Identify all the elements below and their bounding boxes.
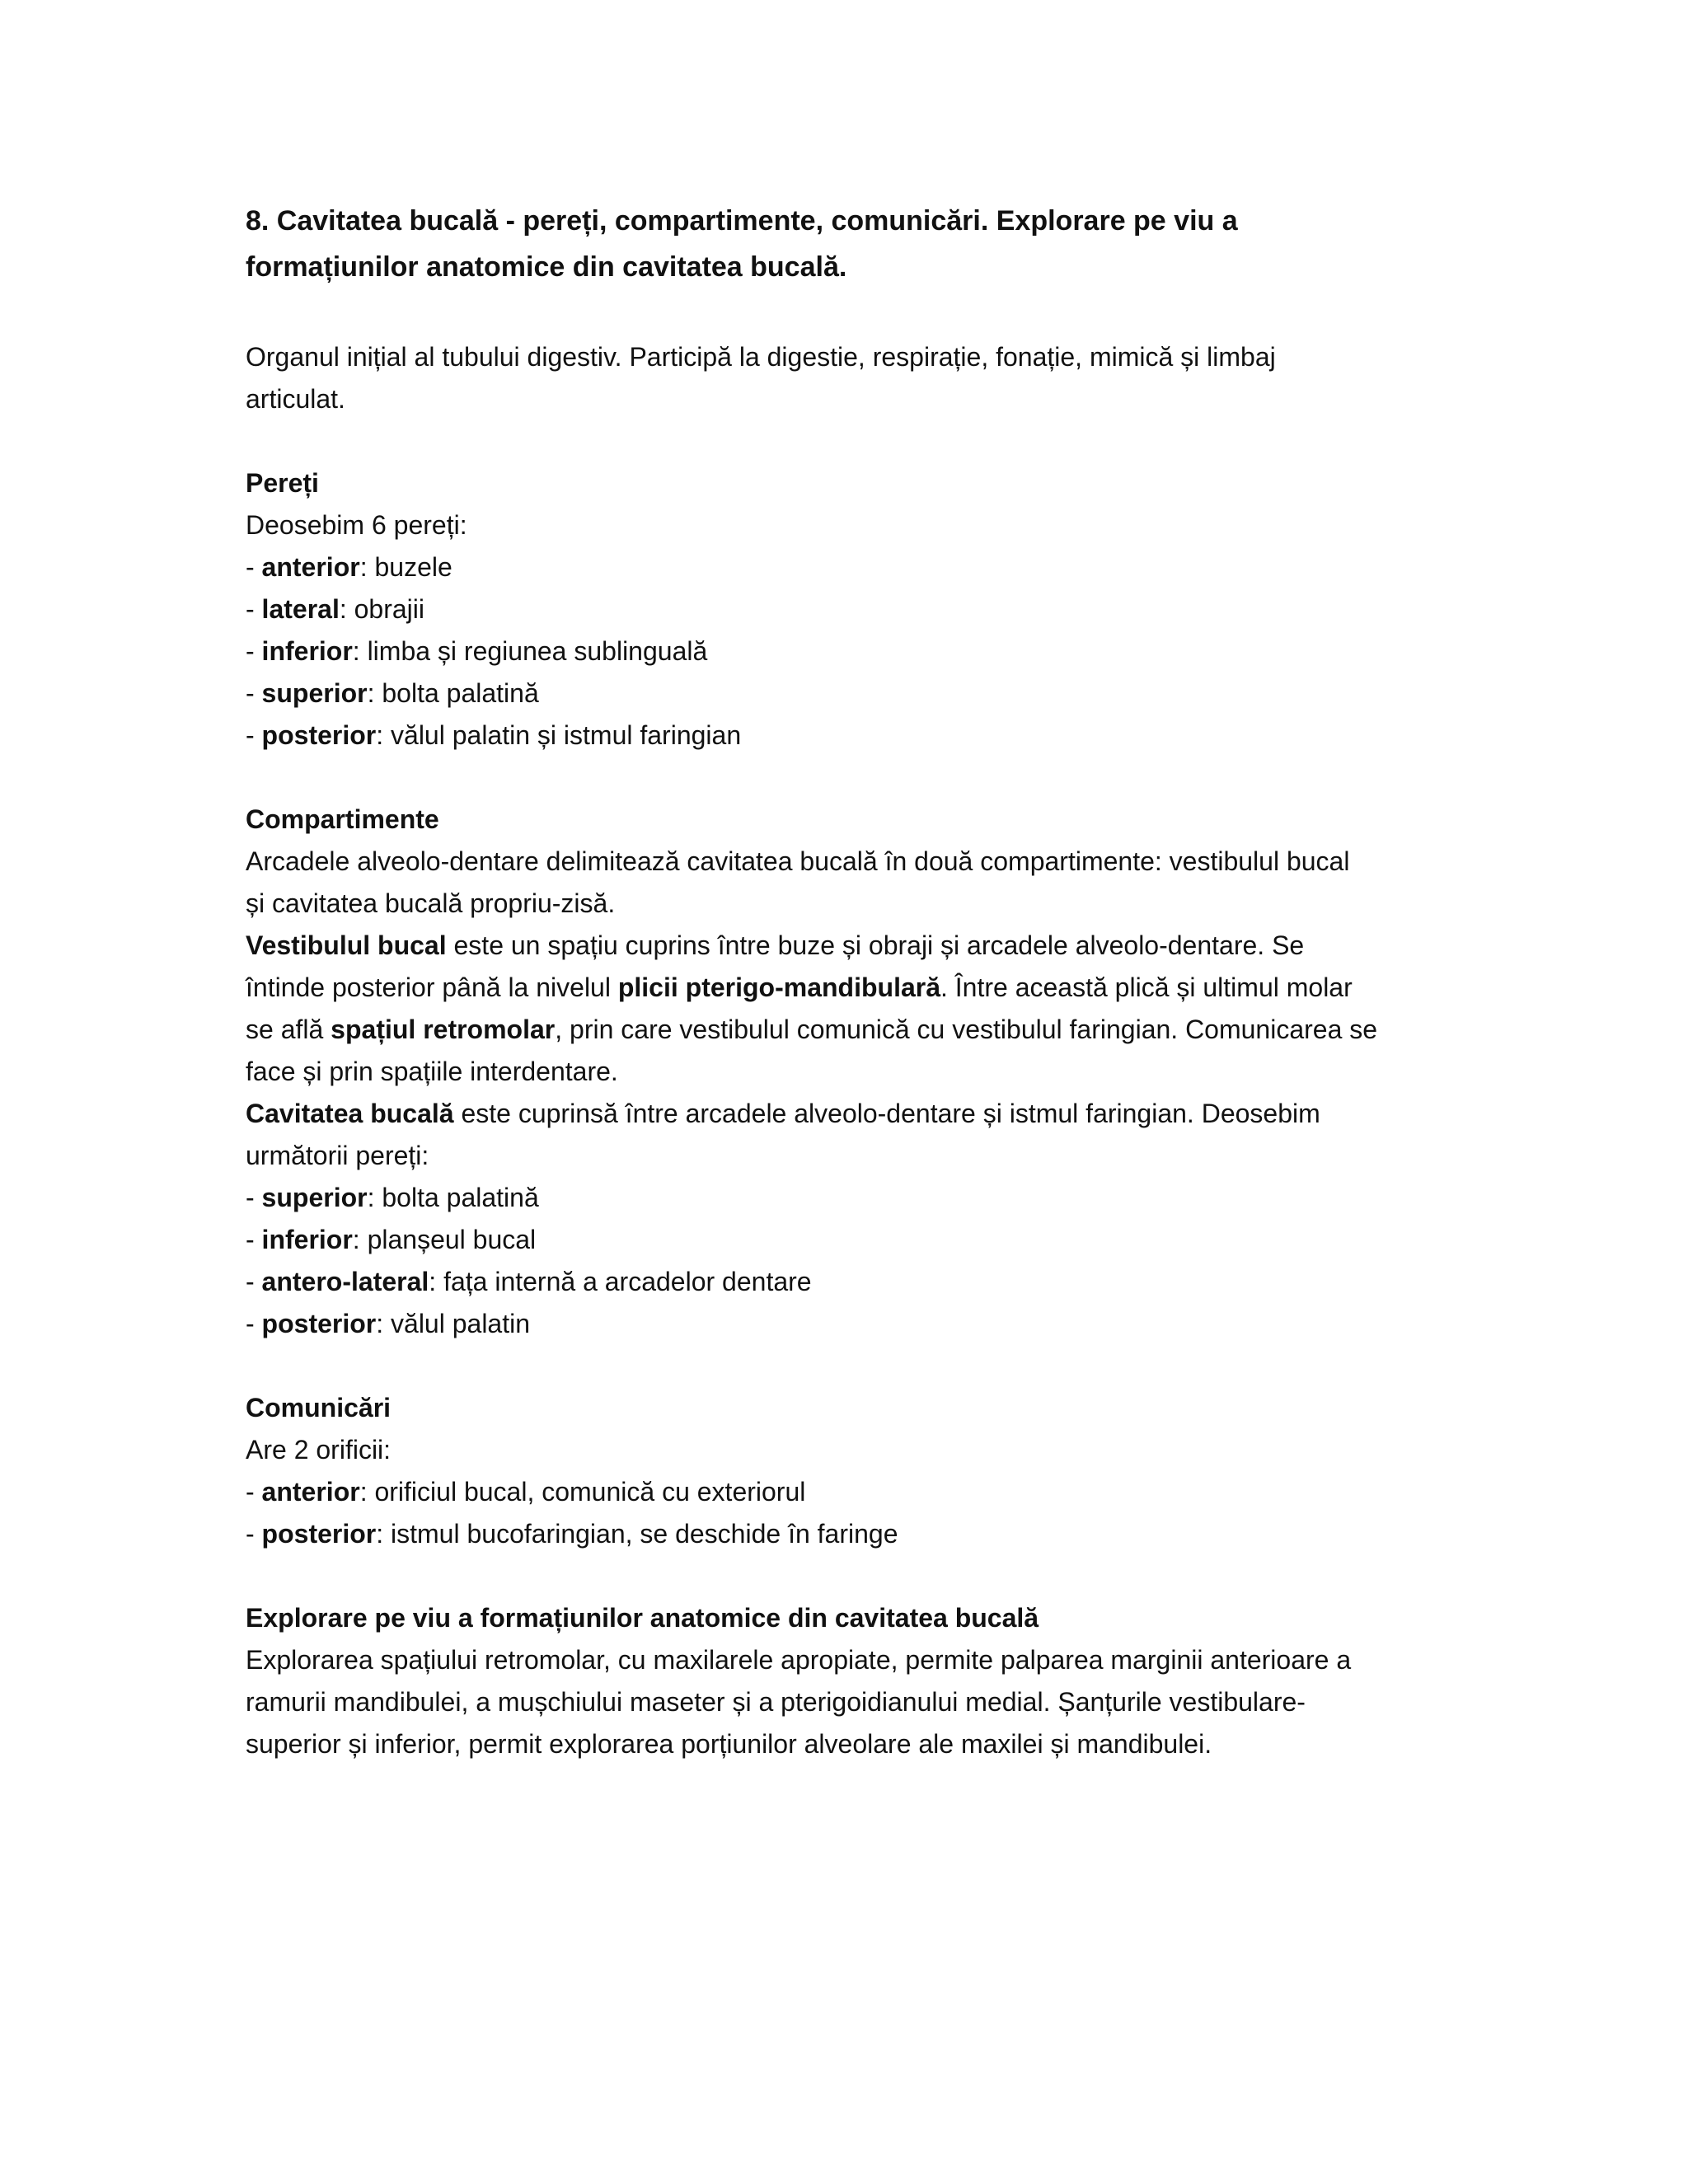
bold-term: spațiul retromolar — [331, 1015, 556, 1044]
list-item: - superior: bolta palatină — [246, 1183, 539, 1212]
section-explorare — [246, 1597, 1432, 1765]
list-item: - inferior: planșeul bucal — [246, 1225, 537, 1254]
list-item: - lateral: obrajii — [246, 594, 424, 624]
list-item-term: inferior — [261, 1225, 353, 1254]
text-line: articulat. — [246, 384, 345, 414]
title-line: 8. Cavitatea bucală - pereți, compartimente, comunicări. Explorare pe viu a — [246, 205, 1238, 237]
text-line: Are 2 orificii: — [246, 1435, 392, 1465]
text-line: superior și inferior, permit explorarea porțiunilor alveolare ale maxilei și mandibulei. — [246, 1729, 1212, 1759]
text-line: Organul inițial al tubului digestiv. Participă la digestie, respirație, fonație, mimică și limbaj — [246, 342, 1276, 372]
list-item-term: lateral — [261, 594, 340, 624]
section-comunicari — [246, 1387, 1432, 1555]
section-heading: Compartimente — [246, 804, 439, 834]
title-line: formațiunilor anatomice din cavitatea bucală. — [246, 251, 847, 283]
bold-term: Vestibulul bucal — [246, 930, 447, 960]
list-item-term: posterior — [261, 720, 377, 750]
list-item: - anterior: buzele — [246, 552, 452, 582]
list-item-term: anterior — [261, 1477, 360, 1507]
text-line: întinde posterior până la nivelul plicii pterigo-mandibulară. Între această plică și ultimul molar — [246, 972, 1353, 1002]
bold-term: plicii pterigo-mandibulară — [617, 972, 940, 1002]
list-item: - posterior: vălul palatin — [246, 1309, 531, 1338]
list-item-term: anterior — [261, 552, 360, 582]
section-heading: Explorare pe viu a formațiunilor anatomice din cavitatea bucală — [246, 1603, 1039, 1633]
list-item-term: posterior — [261, 1519, 377, 1549]
list-item-term: superior — [261, 1183, 368, 1212]
bold-term: Cavitatea bucală — [246, 1099, 454, 1128]
list-item: - inferior: limba și regiunea sublinguală — [246, 636, 708, 666]
intro-paragraph — [246, 336, 1432, 420]
list-item-term: antero-lateral — [261, 1267, 429, 1296]
text-line: Arcadele alveolo-dentare delimitează cavitatea bucală în două compartimente: vestibulul bucal — [246, 846, 1350, 876]
section-heading: Pereți — [246, 468, 319, 498]
list-item: - anterior: orificiul bucal, comunică cu exteriorul — [246, 1477, 806, 1507]
list-item: - posterior: vălul palatin și istmul faringian — [246, 720, 742, 750]
list-item-term: posterior — [261, 1309, 377, 1338]
text-line: și cavitatea bucală propriu-zisă. — [246, 888, 616, 918]
list-item-term: inferior — [261, 636, 353, 666]
list-item-term: superior — [261, 678, 368, 708]
section-heading: Comunicări — [246, 1393, 392, 1422]
document-page — [246, 198, 1432, 1765]
section-pereti — [246, 462, 1432, 757]
text-line: ramurii mandibulei, a mușchiului maseter și a pterigoidianului medial. Șanțurile vestibulare- — [246, 1687, 1306, 1717]
section-compartimente — [246, 799, 1432, 1345]
text-line: se află spațiul retromolar, prin care vestibulul comunică cu vestibulul faringian. Comunicarea se — [246, 1015, 1378, 1044]
text-line: Cavitatea bucală este cuprinsă între arcadele alveolo-dentare și istmul faringian. Deosebim — [246, 1099, 1320, 1128]
list-item: - posterior: istmul bucofaringian, se deschide în faringe — [246, 1519, 898, 1549]
document-title — [246, 198, 1432, 290]
text-line: următorii pereți: — [246, 1141, 429, 1170]
text-line: Explorarea spațiului retromolar, cu maxilarele apropiate, permite palparea marginii anterioare a — [246, 1645, 1352, 1675]
list-item: - superior: bolta palatină — [246, 678, 539, 708]
text-line: Vestibulul bucal este un spațiu cuprins între buze și obraji și arcadele alveolo-dentare. Se — [246, 930, 1305, 960]
list-item: - antero-lateral: fața internă a arcadelor dentare — [246, 1267, 812, 1296]
text-line: face și prin spațiile interdentare. — [246, 1057, 618, 1086]
text-line: Deosebim 6 pereți: — [246, 510, 467, 540]
